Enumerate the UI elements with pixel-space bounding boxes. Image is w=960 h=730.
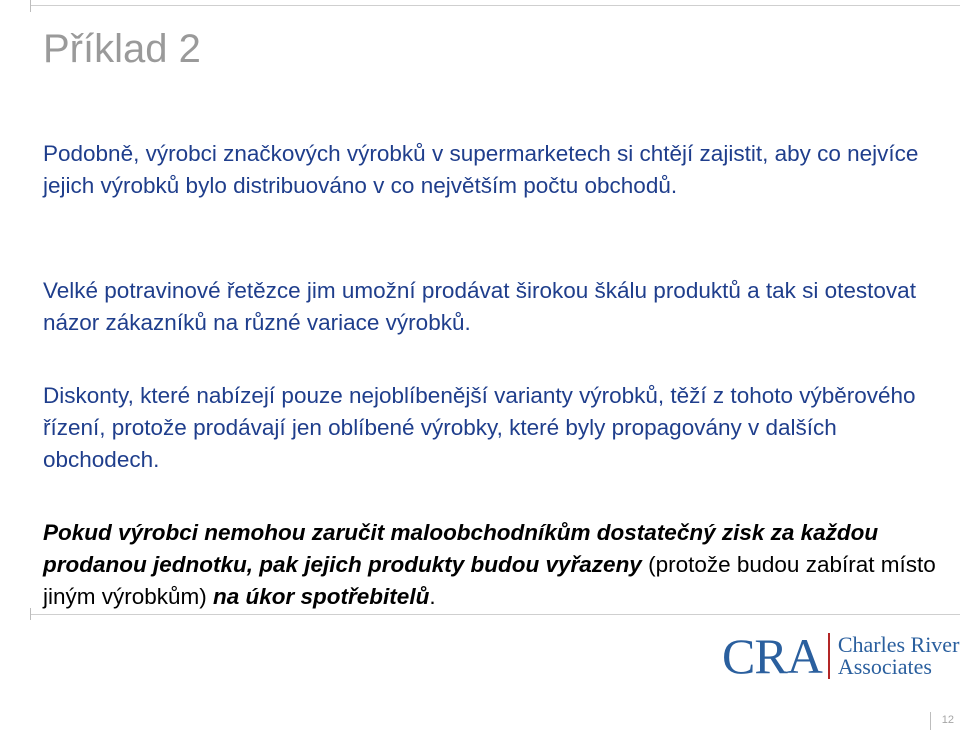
slide-title: Příklad 2 (43, 27, 201, 71)
emphasis-bold-lead: Pokud výrobci nemohou zaručit maloobchodníkům dostatečný zisk za každou prodanou jednotku, pak jejich produkty budou vyřazeny (43, 520, 879, 577)
top-left-tick (30, 0, 31, 12)
cra-logo (722, 630, 959, 682)
emphasis-bold-end: na úkor spotřebitelů (213, 584, 430, 609)
bottom-left-tick (30, 608, 31, 620)
logo-divider (828, 633, 830, 679)
page-number: 12 (941, 714, 954, 726)
logo-wordmark (838, 634, 960, 678)
top-rule (30, 5, 960, 6)
logo-initials: CRA (722, 628, 822, 684)
page-number-tick (930, 712, 931, 730)
logo-line-2: Associates (837, 654, 932, 679)
paragraph-1: Podobně, výrobci značkových výrobků v supermarketech si chtějí zajistit, aby co nejvíce jejich výrobků bylo distribuováno v co největším počtu obchodů. (43, 141, 919, 198)
emphasis-normal-middle: (protože budou zabírat místo jiným výrobkům) (43, 552, 936, 609)
logo-line-1: Charles River (837, 632, 960, 657)
bottom-rule (30, 614, 960, 615)
paragraph-2: Velké potravinové řetězce jim umožní prodávat širokou škálu produktů a tak si otestovat názor zákazníků na různé variace výrobků. (43, 278, 916, 335)
paragraph-3: Diskonty, které nabízejí pouze nejoblíbenější varianty výrobků, těží z tohoto výběrového řízení, protože prodávají jen oblíbené výrobky, které byly propagovány v dalších obchodech. (43, 383, 916, 472)
emphasis-period: . (429, 584, 436, 609)
paragraph-4 (43, 517, 943, 613)
